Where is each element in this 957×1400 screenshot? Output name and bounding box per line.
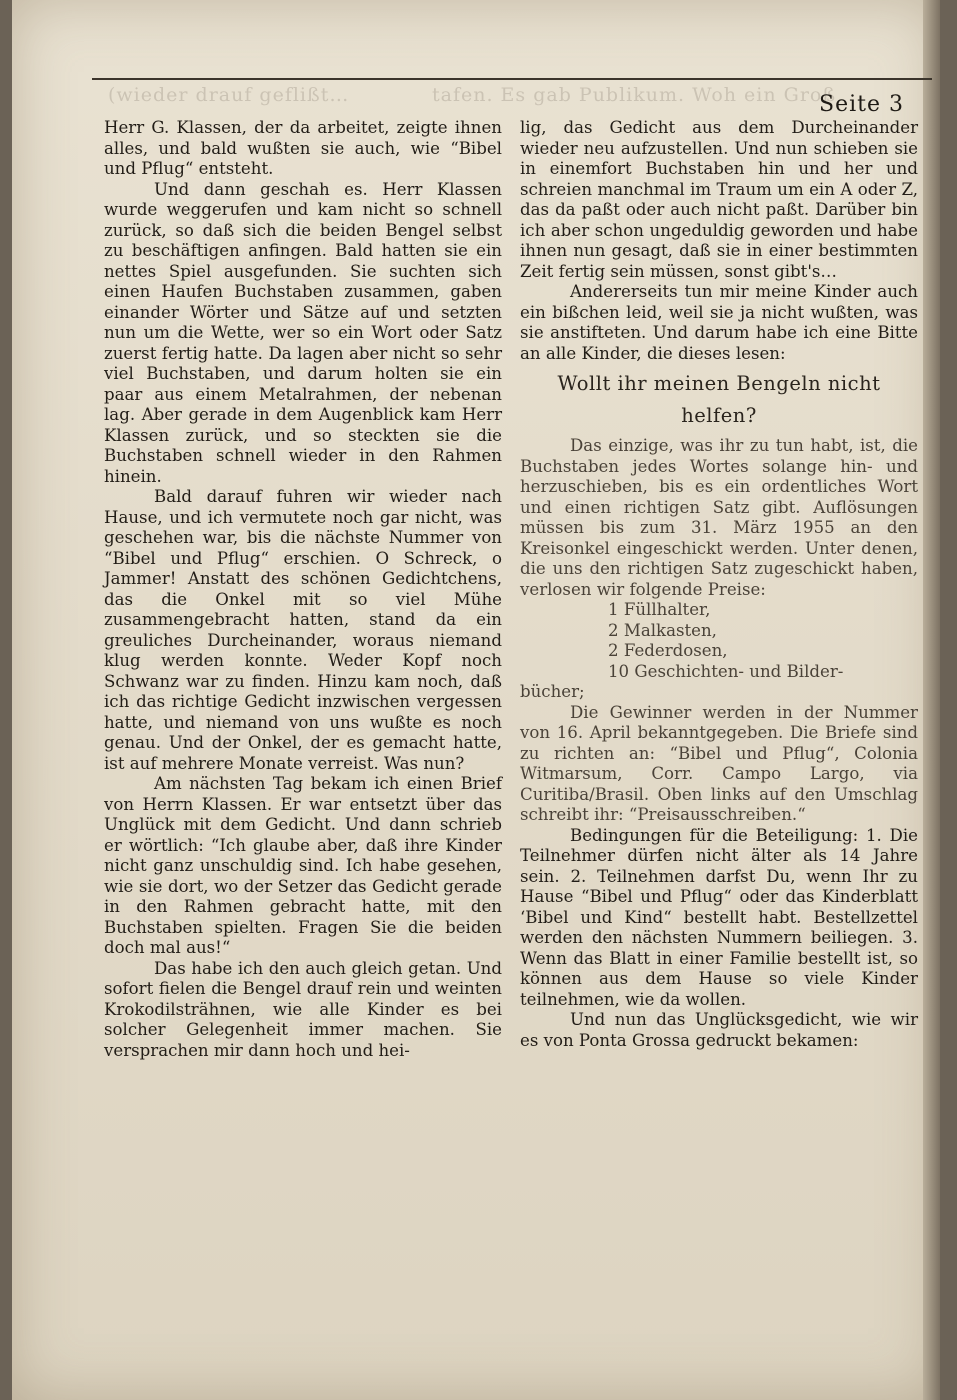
left-paragraph-2: Und dann geschah es. Herr Klassen wurde weggerufen und kam nicht so schnell zurück, so daß sich die beiden Bengel selbst zu beschäftigen anfingen. Bald hatten sie ein nettes Spiel ausgefunden. Sie suchten sich einen Haufen Buchstaben zusammen, gaben einander Wörter und Sätze auf und setzten nun um die Wette, wer so ein Wort oder Satz zuerst fertig hatte. Da lagen aber nicht so sehr viel Buchstaben, und darum holten sie ein paar aus einem Metalrahmen, der nebenan lag. Aber gerade in dem Augenblick kam Herr Klassen zurück, und so steckten sie die Buchstaben schnell wieder in den Rahmen hinein. <box>104 179 502 486</box>
prize-list <box>520 600 918 682</box>
left-paragraph-5: Das habe ich den auch gleich getan. Und sofort fielen die Bengel drauf rein und weinten Krokodilsträhnen, wie alle Kinder es bei solcher Gelegenheit immer machen. Sie versprachen mir dann hoch und hei- <box>104 958 502 1060</box>
page-edge-shadow <box>923 0 940 1400</box>
right-paragraph-2: Andererseits tun mir meine Kinder auch ein bißchen leid, weil sie ja nicht wußten, was sie anstifteten. Und darum habe ich eine Bitte an alle Kinder, die dieses lesen: <box>520 282 918 363</box>
left-paragraph-4: Am nächsten Tag bekam ich einen Brief von Herrn Klassen. Er war entsetzt über das Unglück mit dem Gedicht. Und dann schrieb er wörtlich: “Ich glaube aber, daß ihre Kinder nicht ganz unschuldig sind. Ich habe gesehen, wie sie dort, wo der Setzer das Gedicht gerade in den Rahmen gebracht hatte, mit den Buchstaben spielten. Fragen Sie die beiden doch mal aus!“ <box>104 774 502 957</box>
conditions-paragraph: Bedingungen für die Beteiligung: 1. Die Teilnehmer dürfen nicht älter als 14 Jahre sein. 2. Teilnehmen darfst Du, wenn Ihr zu Hause “Bibel und Pflug“ oder das Kinderblatt ‘Bibel und Kind“ bestellt habt. Bestellzettel werden den nächsten Nummern beiliegen. 3. Wenn das Blatt in einer Familie bestellt ist, so können aus dem Hause so viele Kinder teilnehmen, wie da wollen. <box>520 825 918 1009</box>
contest-heading <box>520 368 918 432</box>
prize-item: 10 Geschichten- und Bilder- <box>608 661 844 681</box>
right-paragraph-1: lig, das Gedicht aus dem Durcheinander wieder neu aufzustellen. Und nun schieben sie in einemfort Buchstaben hin und her und schreien manchmal im Traum um ein A oder Z, das da paßt oder auch nicht paßt. Darüber bin ich aber schon ungeduldig geworden und habe ihnen nun gesagt, daß sie in einer bestimmten Zeit fertig sein müssen, sonst gibt's… <box>520 118 918 281</box>
prize-item: 2 Federdosen, <box>608 641 728 660</box>
bleed-through-text-right: tafen. Es gab Publikum. Woh ein Groß <box>432 84 837 106</box>
winners-paragraph: Die Gewinner werden in der Nummer von 16. April bekanntgegeben. Die Briefe sind zu richten an: “Bibel und Pflug“, Colonia Witmarsum, Corr. Campo Largo, via Curitiba/Brasil. Oben links auf den Umschlag schreibt ihr: “Preisausschreiben.“ <box>520 702 918 824</box>
left-paragraph-3: Bald darauf fuhren wir wieder nach Hause, und ich vermutete noch gar nicht, was geschehen war, bis die nächste Nummer von “Bibel und Pflug“ erschien. O Schreck, o Jammer! Anstatt des schönen Gedichtchens, das die Onkel mit so viel Mühe zusammengebracht hatten, stand da ein greuliches Durcheinander, woraus niemand klug werden konnte. Weder Kopf noch Schwanz war zu finden. Hinzu kam noch, daß ich das richtige Gedicht inzwischen vergessen hatte, und niemand von uns wußte es noch genau. Und der Onkel, der es gemacht hatte, ist auf mehrere Monate verreist. Was nun? <box>104 487 502 773</box>
contest-heading-line-1: Wollt ihr meinen Bengeln nicht <box>557 372 881 395</box>
prize-item: 2 Malkasten, <box>608 620 717 640</box>
bleed-through-text-left: (wieder drauf geflißt… <box>108 84 350 106</box>
page-number: Seite 3 <box>819 92 904 117</box>
contest-rules-paragraph: Das einzige, was ihr zu tun habt, ist, die Buchstaben jedes Wortes solange hin- und herzuschieben, bis es ein ordentliches Wort und einen richtigen Satz gibt. Auflösungen müssen bis zum 31. März 1955 an den Kreisonkel eingeschickt werden. Unter denen, die uns den richtigen Satz zugeschickt haben, verlosen wir folgende Preise: <box>520 436 918 599</box>
right-column <box>520 118 918 1051</box>
header-rule <box>92 78 932 80</box>
prize-list-tail: bücher; <box>520 682 585 701</box>
left-paragraph-1: Herr G. Klassen, der da arbeitet, zeigte ihnen alles, und bald wußten sie auch, wie “Bibel und Pflug“ entsteht. <box>104 118 502 178</box>
left-column <box>104 118 502 1061</box>
prize-item: 1 Füllhalter, <box>608 600 711 619</box>
newspaper-page <box>12 0 940 1400</box>
closing-paragraph: Und nun das Unglücksgedicht, wie wir es von Ponta Grossa gedruckt bekamen: <box>520 1010 918 1050</box>
contest-heading-line-2: helfen? <box>681 404 757 427</box>
